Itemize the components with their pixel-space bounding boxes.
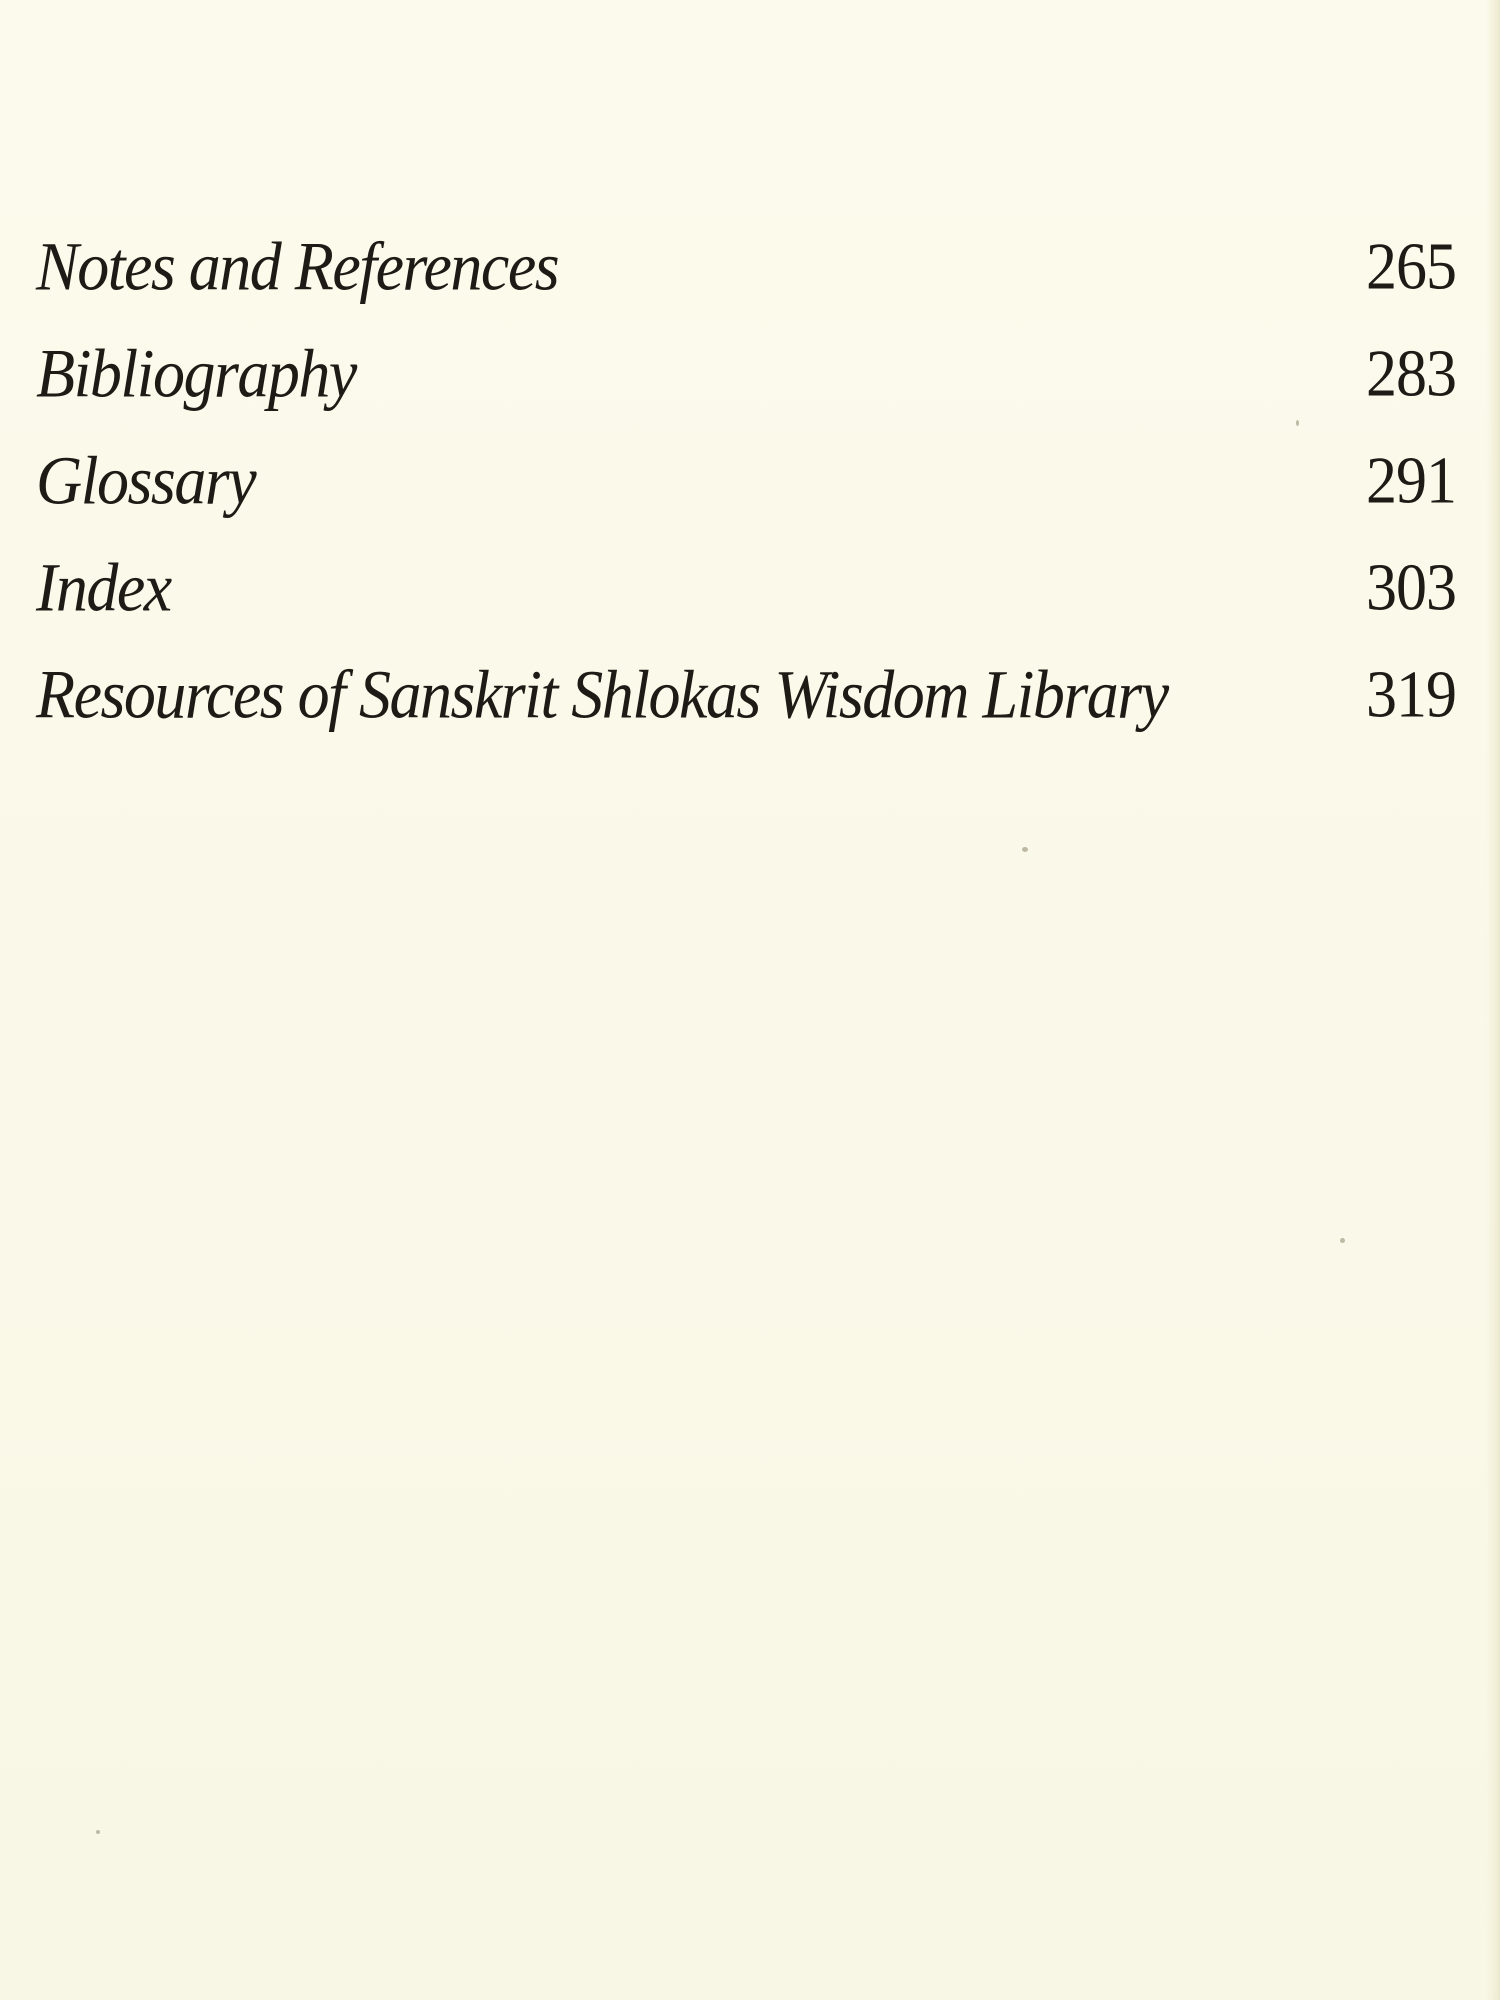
toc-entry-page: 283 (1366, 337, 1456, 411)
dust-speck (1022, 847, 1028, 852)
toc-entry-page: 303 (1366, 551, 1456, 625)
toc-entry-title: Index (36, 549, 171, 626)
toc-entry[interactable] (36, 335, 1456, 442)
toc-entry[interactable] (36, 228, 1456, 335)
page-edge-shadow (1486, 0, 1500, 2000)
dust-speck (96, 1830, 100, 1834)
toc-entry[interactable] (36, 656, 1456, 763)
bleed-through-decoration (380, 1430, 400, 1521)
dust-speck (1296, 420, 1299, 426)
toc-entry-title: Bibliography (36, 335, 356, 412)
toc-entry-title: Resources of Sanskrit Shlokas Wisdom Library (36, 656, 1168, 733)
toc-entry[interactable] (36, 549, 1456, 656)
table-of-contents (36, 228, 1456, 763)
toc-entry-page: 291 (1366, 444, 1456, 518)
toc-entry-page: 265 (1366, 230, 1456, 304)
toc-entry-title: Glossary (36, 442, 256, 519)
toc-entry-page: 319 (1366, 658, 1456, 732)
toc-entry[interactable] (36, 442, 1456, 549)
dust-speck (1340, 1238, 1345, 1243)
toc-entry-title: Notes and References (36, 228, 559, 305)
